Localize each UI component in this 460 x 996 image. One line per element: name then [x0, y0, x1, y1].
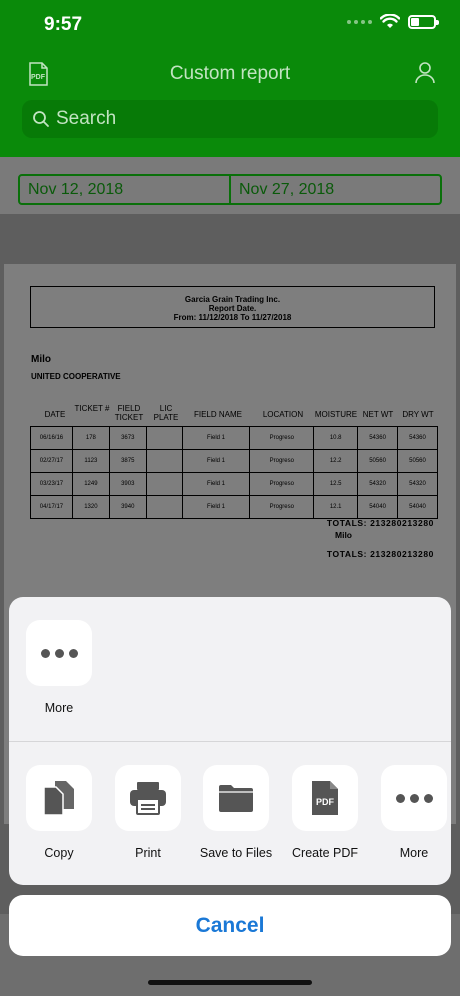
crop-total-label: Milo: [335, 530, 352, 540]
col-lic-plate: LIC PLATE: [153, 404, 179, 422]
report-header-box: [30, 286, 435, 328]
table-cell: [146, 496, 182, 519]
status-time: 9:57: [44, 14, 83, 35]
crop-name: Milo: [31, 354, 51, 365]
wifi-icon: [380, 14, 400, 30]
end-date-field[interactable]: Nov 27, 2018: [229, 176, 440, 203]
create-pdf-button[interactable]: [292, 765, 358, 831]
table-cell: 3940: [109, 496, 146, 519]
cancel-button[interactable]: Cancel: [9, 895, 451, 956]
search-bar[interactable]: [22, 100, 438, 138]
col-moisture: MOISTURE: [314, 410, 358, 419]
table-row: [31, 473, 438, 496]
totals-line-2: TOTALS: 213280213280: [326, 549, 434, 559]
report-subtitle: Report Date.: [208, 304, 257, 313]
create-pdf-label: Create PDF: [292, 846, 358, 860]
table-cell: [146, 450, 182, 473]
table-cell: [146, 427, 182, 450]
col-ticket: TICKET #: [74, 404, 110, 413]
print-label: Print: [135, 846, 161, 860]
table-cell: 50560: [398, 450, 438, 473]
table-row: [31, 427, 438, 450]
table-cell: 3673: [109, 427, 146, 450]
page-title: Custom report: [169, 63, 291, 84]
table-cell: Progreso: [250, 473, 314, 496]
ticket-table: [30, 426, 438, 519]
table-cell: Progreso: [250, 496, 314, 519]
svg-text:PDF: PDF: [316, 797, 334, 807]
save-to-files-label: Save to Files: [199, 846, 273, 860]
more-button[interactable]: [381, 765, 447, 831]
more-icon: [396, 794, 433, 803]
table-cell: 54360: [398, 427, 438, 450]
copy-icon: [42, 779, 76, 817]
table-cell: Progreso: [250, 450, 314, 473]
start-date-field[interactable]: Nov 12, 2018: [28, 181, 124, 198]
buyer-name: UNITED COOPERATIVE: [31, 372, 121, 381]
table-cell: 02/27/17: [31, 450, 73, 473]
share-more-top-button[interactable]: [26, 620, 92, 686]
table-row: [31, 450, 438, 473]
col-net-wt: NET WT: [362, 410, 394, 419]
table-cell: [146, 473, 182, 496]
table-cell: Field 1: [182, 450, 250, 473]
svg-text:PDF: PDF: [31, 74, 45, 81]
table-cell: Field 1: [182, 473, 250, 496]
table-cell: 54360: [358, 427, 398, 450]
table-cell: 3903: [109, 473, 146, 496]
table-cell: 54040: [398, 496, 438, 519]
folder-icon: [218, 783, 254, 813]
col-dry-wt: DRY WT: [402, 410, 434, 419]
save-to-files-button[interactable]: [203, 765, 269, 831]
user-icon[interactable]: [415, 62, 435, 84]
table-cell: 178: [72, 427, 109, 450]
copy-label: Copy: [44, 846, 74, 860]
report-range: From: 11/12/2018 To 11/27/2018: [173, 313, 292, 322]
more-label: More: [399, 846, 429, 860]
table-cell: 1249: [72, 473, 109, 496]
table-cell: 54320: [358, 473, 398, 496]
date-range-selector: [18, 174, 442, 205]
table-cell: Progreso: [250, 427, 314, 450]
share-divider: [9, 741, 451, 742]
more-icon: [41, 649, 78, 658]
company-name: Garcia Grain Trading Inc.: [184, 295, 281, 304]
print-button[interactable]: [115, 765, 181, 831]
table-cell: 06/16/16: [31, 427, 73, 450]
print-icon: [129, 780, 167, 816]
signal-icon: [347, 20, 372, 24]
col-field-name: FIELD NAME: [193, 410, 242, 419]
home-indicator[interactable]: [148, 980, 312, 985]
col-location: LOCATION: [262, 410, 304, 419]
table-cell: Field 1: [182, 427, 250, 450]
table-cell: 10.8: [314, 427, 358, 450]
search-input[interactable]: Search: [56, 108, 117, 129]
app-header: [0, 0, 460, 157]
share-sheet: [9, 597, 451, 885]
table-header: [30, 404, 438, 426]
table-cell: 12.2: [314, 450, 358, 473]
table-cell: 12.5: [314, 473, 358, 496]
table-row: [31, 496, 438, 519]
battery-icon: [408, 15, 436, 29]
search-icon: [32, 110, 50, 128]
table-cell: 04/17/17: [31, 496, 73, 519]
col-date: DATE: [44, 410, 66, 419]
table-cell: 3875: [109, 450, 146, 473]
share-more-top-label: More: [44, 701, 74, 715]
copy-button[interactable]: [26, 765, 92, 831]
table-cell: 1123: [72, 450, 109, 473]
table-cell: 50560: [358, 450, 398, 473]
pdf-icon: [311, 780, 339, 816]
table-cell: Field 1: [182, 496, 250, 519]
date-range-bar: [0, 157, 460, 214]
col-field-ticket: FIELD TICKET: [114, 404, 144, 422]
table-cell: 54320: [398, 473, 438, 496]
status-icons: [347, 14, 436, 30]
totals-line-1: TOTALS: 213280213280: [326, 518, 434, 528]
table-cell: 54040: [358, 496, 398, 519]
table-cell: 1320: [72, 496, 109, 519]
table-cell: 12.1: [314, 496, 358, 519]
table-cell: 03/23/17: [31, 473, 73, 496]
